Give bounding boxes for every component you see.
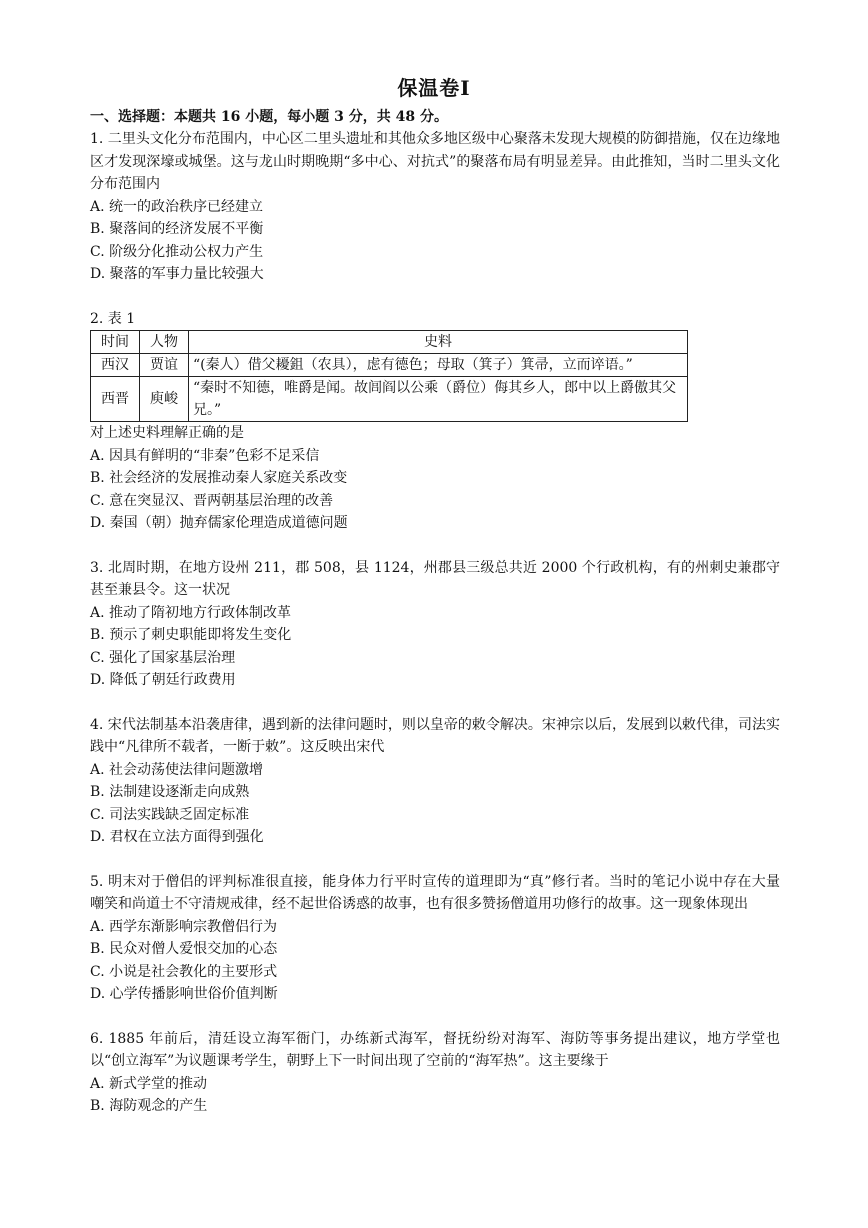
table-header-row xyxy=(91,331,688,354)
question-3-option-c: C. 强化了国家基层治理 xyxy=(90,649,236,666)
question-4-option-b: B. 法制建设逐渐走向成熟 xyxy=(90,784,250,800)
table-header-person: 人物 xyxy=(140,331,189,354)
table-header-time: 时间 xyxy=(91,331,140,354)
question-5-option-d: D. 心学传播影响世俗价值判断 xyxy=(90,986,278,1002)
question-1-option-a: A. 统一的政治秩序已经建立 xyxy=(90,198,264,215)
question-2-stem: 对上述史料理解正确的是 xyxy=(90,425,244,441)
table-cell-source: “秦时不知德，唯爵是闻。故闾阎以公乘（爵位）侮其乡人，郎中以上爵傲其父兄。” xyxy=(189,377,688,422)
page-title: 保温卷Ⅰ xyxy=(397,76,471,100)
section-heading: 一、选择题：本题共 16 小题，每小题 3 分，共 48 分。 xyxy=(90,109,448,125)
question-4-option-c: C. 司法实践缺乏固定标准 xyxy=(90,806,250,823)
exam-content xyxy=(90,106,780,1118)
question-6-option-b: B. 海防观念的产生 xyxy=(90,1098,208,1114)
spacer xyxy=(90,849,780,871)
table-cell-time: 西汉 xyxy=(91,354,140,377)
question-5 xyxy=(90,871,780,1006)
spacer xyxy=(90,286,780,308)
question-2-option-c: C. 意在突显汉、晋两朝基层治理的改善 xyxy=(90,492,334,509)
question-1-stem: 1. 二里头文化分布范围内，中心区二里头遗址和其他众多地区级中心聚落未发现大规模的防御措施，仅在边缘地区才发现深壕或城堡。这与龙山时期晚期“多中心、对抗式”的聚落布局有明显差异。由此推知，当时二里头文化分布范围内 xyxy=(90,131,780,192)
question-3-option-a: A. 推动了隋初地方行政体制改革 xyxy=(90,604,292,621)
table-cell-person: 贾谊 xyxy=(140,354,189,377)
spacer xyxy=(90,1006,780,1028)
question-3-stem: 3. 北周时期，在地方设州 211，郡 508，县 1124，州郡县三级总共近 2000 个行政机构，有的州刺史兼郡守甚至兼县令。这一状况 xyxy=(90,559,780,598)
question-5-stem: 5. 明末对于僧侣的评判标准很直接，能身体力行平时宣传的道理即为“真”修行者。当时的笔记小说中存在大量嘲笑和尚道士不守清规戒律，经不起世俗诱惑的故事，也有很多赞扬僧道用功修行的故事。这一现象体现出 xyxy=(90,873,780,912)
question-2-option-d: D. 秦国（朝）抛弃儒家伦理造成道德问题 xyxy=(90,515,348,531)
question-1-option-b: B. 聚落间的经济发展不平衡 xyxy=(90,221,264,237)
table-row xyxy=(91,354,688,377)
table-row xyxy=(91,377,688,422)
question-4-option-d: D. 君权在立法方面得到强化 xyxy=(90,829,264,845)
question-3 xyxy=(90,557,780,692)
question-6 xyxy=(90,1028,780,1118)
table-cell-time: 西晋 xyxy=(91,377,140,422)
table-header-source: 史料 xyxy=(189,331,688,354)
question-5-option-c: C. 小说是社会教化的主要形式 xyxy=(90,963,278,980)
question-4 xyxy=(90,714,780,849)
question-4-option-a: A. 社会动荡使法律问题激增 xyxy=(90,761,264,778)
history-source-table xyxy=(90,330,688,422)
question-3-option-d: D. 降低了朝廷行政费用 xyxy=(90,672,236,688)
question-3-option-b: B. 预示了刺史职能即将发生变化 xyxy=(90,627,292,643)
question-4-stem: 4. 宋代法制基本沿袭唐律，遇到新的法律问题时，则以皇帝的敕令解决。宋神宗以后，发展到以敕代律，司法实践中“凡律所不载者，一断于敕”。这反映出宋代 xyxy=(90,716,780,755)
question-2-option-a: A. 因具有鲜明的“非秦”色彩不足采信 xyxy=(90,447,320,464)
question-1-option-c: C. 阶级分化推动公权力产生 xyxy=(90,243,264,260)
question-6-option-a: A. 新式学堂的推动 xyxy=(90,1075,208,1092)
question-6-stem: 6. 1885 年前后，清廷设立海军衙门，办练新式海军，督抚纷纷对海军、海防等事务提出建议，地方学堂也以“创立海军”为议题课考学生，朝野上下一时间出现了空前的“海军热”。这主要缘于 xyxy=(90,1030,780,1069)
question-2-option-b: B. 社会经济的发展推动秦人家庭关系改变 xyxy=(90,470,348,486)
question-1-option-d: D. 聚落的军事力量比较强大 xyxy=(90,266,264,282)
spacer xyxy=(90,692,780,714)
table-cell-source: “(秦人）借父耰鉏（农具），虑有德色；母取（箕子）箕帚，立而谇语。” xyxy=(189,354,688,377)
spacer xyxy=(90,535,780,557)
question-5-option-a: A. 西学东渐影响宗教僧侣行为 xyxy=(90,918,278,935)
question-2 xyxy=(90,308,780,535)
question-5-option-b: B. 民众对僧人爱恨交加的心态 xyxy=(90,941,278,957)
table-cell-person: 庾峻 xyxy=(140,377,189,422)
question-2-label: 2. 表 1 xyxy=(90,310,136,327)
question-1 xyxy=(90,128,780,286)
